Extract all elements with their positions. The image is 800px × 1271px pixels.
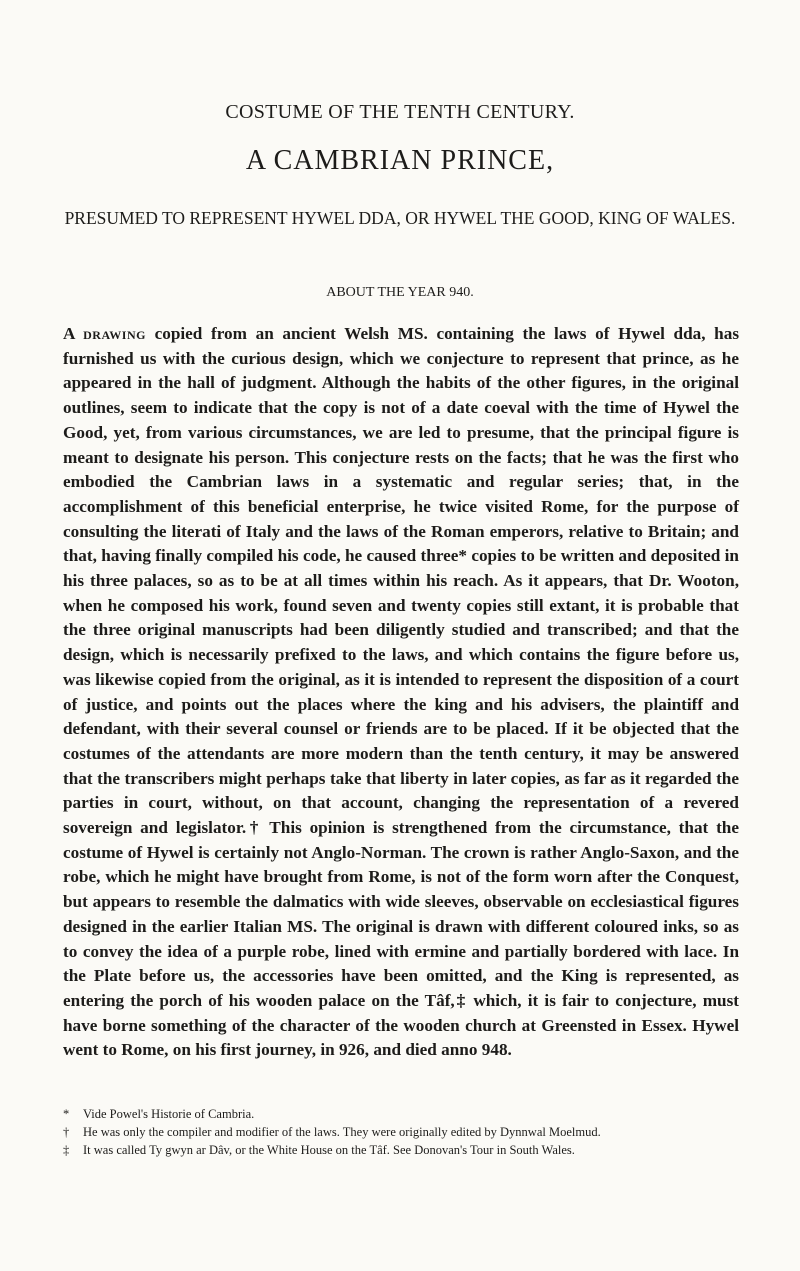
- footnote: [63, 1123, 739, 1141]
- date-line: ABOUT THE YEAR 940.: [326, 285, 474, 300]
- paragraph-text: copied from an ancient Welsh MS. containing the laws of Hywel dda, has furnished us with the curious design, which we conjecture to represent that prince, as he appeared in the hall of judgment. Although the habits of the other figures, in the original outlines, seem to indicate that the copy is not of a date coeval with the time of Hywel the Good, yet, from various circumstances, we are led to presume, that the principal figure is meant to designate his person. This conjecture rests on the facts; that he was the first who embodied the Cambrian laws in a systematic and regular series; that, in the accomplishment of this beneficial enterprise, he twice visited Rome, for the purpose of consulting the literati of Italy and the laws of the Roman emperors, relative to Britain; and that, having finally compiled his code, he caused three* copies to be written and deposited in his three palaces, so as to be at all times within his reach. As it appears, that Dr. Wooton, when he composed his work, found seven and twenty copies still extant, it is probable that the three original manuscripts had been diligently studied and transcribed; and that the design, which is necessarily prefixed to the laws, and which contains the figure before us, was likewise copied from the original, as it is intended to represent the disposition of a court of justice, and points out the places where the king and his advisers, the plaintiff and defendant, with their several counsel or friends are to be placed. If it be objected that the costumes of the attendants are more modern than the tenth century, it may be answered that the transcribers might perhaps take that liberty in later copies, as far as it regarded the parties in court, without, on that account, changing the representation of a revered sovereign and legislator.† This opinion is strengthened from the circumstance, that the costume of Hywel is certainly not Anglo-Norman. The crown is rather Anglo-Saxon, and the robe, which he might have brought from Rome, is not of the form worn after the Conquest, but appears to resemble the dalmatics with wide sleeves, observable on ecclesiastical figures designed in the earlier Italian MS. The original is drawn with different coloured inks, so as to convey the idea of a purple robe, lined with ermine and partially bordered with lace. In the Plate before us, the accessories have been omitted, and the King is represented, as entering the porch of his wooden palace on the Tâf,‡ which, it is fair to conjecture, must have borne something of the character of the wooden church at Greensted in Essex. Hywel went to Rome, on his first journey, in 926, and died anno 948.: [63, 324, 740, 1060]
- footnote-text: Vide Powel's Historie of Cambria.: [83, 1107, 255, 1121]
- body-paragraph: [63, 322, 739, 1063]
- footnotes: [63, 1105, 739, 1160]
- footnote-text: It was called Ty gwyn ar Dâv, or the White House on the Tâf. See Donovan's Tour in South Wales.: [83, 1143, 575, 1158]
- footnote-mark: *: [63, 1107, 70, 1121]
- main-title: A CAMBRIAN PRINCE,: [245, 145, 555, 176]
- running-header: COSTUME OF THE TENTH CENTURY.: [225, 101, 575, 123]
- footnote-mark: †: [63, 1125, 70, 1140]
- lead-smallcaps-word: drawing: [83, 324, 146, 343]
- subtitle: PRESUMED TO REPRESENT HYWEL DDA, OR HYWEL THE GOOD, KING OF WALES.: [64, 208, 736, 228]
- footnote: [63, 1105, 739, 1123]
- footnote-mark: ‡: [63, 1143, 70, 1158]
- drop-letter: A: [63, 324, 75, 343]
- footnote-text: He was only the compiler and modifier of the laws. They were originally edited by Dynnwal Moelmud.: [83, 1125, 601, 1140]
- footnote: [63, 1141, 739, 1159]
